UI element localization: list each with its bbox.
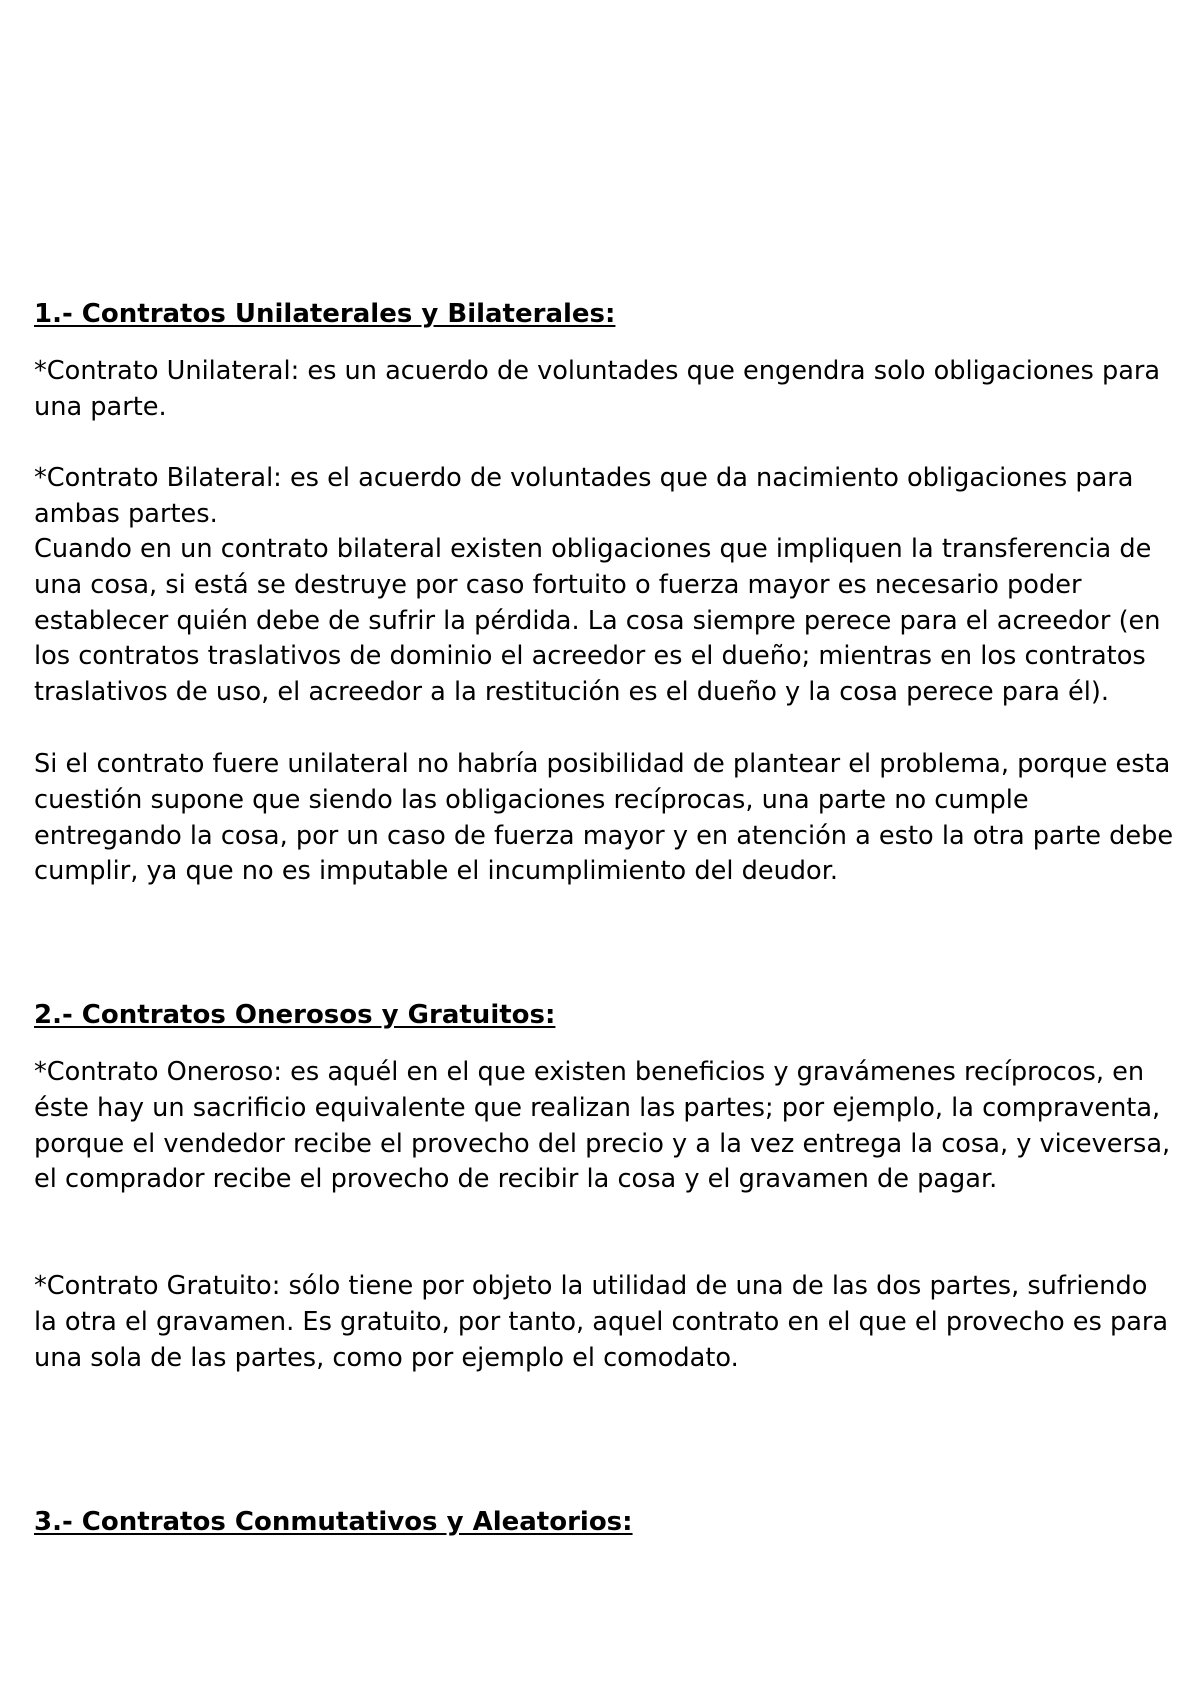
paragraph-contrato-unilateral: *Contrato Unilateral: es un acuerdo de voluntades que engendra solo obligaciones para una parte. [34, 356, 1161, 422]
paragraph-contrato-bilateral: *Contrato Bilateral: es el acuerdo de voluntades que da nacimiento obligaciones para ambas partes. [34, 463, 1134, 529]
paragraph-contrato-gratuito: *Contrato Gratuito: sólo tiene por objeto la utilidad de una de las dos partes, sufriendo la otra el gravamen. Es gratuito, por tanto, aquel contrato en el que el provecho es para una sola de las partes, como por ejemplo el comodato. [34, 1271, 1169, 1373]
section-heading-unilaterales-bilaterales: 1.- Contratos Unilaterales y Bilaterales: [34, 299, 616, 329]
paragraph-contrato-oneroso: *Contrato Oneroso: es aquél en el que existen beneficios y gravámenes recíprocos, en éste hay un sacrificio equivalente que realizan las partes; por ejemplo, la compraventa, porque el vendedor recibe el provecho del precio y a la vez entrega la cosa, y viceversa, el comprador recibe el provecho de recibir la cosa y el gravamen de pagar. [34, 1057, 1171, 1195]
paragraph-perdida-cosa: Cuando en un contrato bilateral existen obligaciones que impliquen la transferencia de una cosa, si está se destruye por caso fortuito o fuerza mayor es necesario poder establecer quién debe de sufrir la pérdida. La cosa siempre perece para el acreedor (en los contratos traslativos de dominio el acreedor es el dueño; mientras en los contratos traslativos de uso, el acreedor a la restitución es el dueño y la cosa perece para él). [34, 534, 1161, 708]
section-heading-onerosos-gratuitos: 2.- Contratos Onerosos y Gratuitos: [34, 1000, 556, 1030]
paragraph-contrato-unilateral-problema: Si el contrato fuere unilateral no habría posibilidad de plantear el problema, porque esta cuestión supone que siendo las obligaciones recíprocas, una parte no cumple entregando la cosa, por un caso de fuerza mayor y en atención a esto la otra parte debe cumplir, ya que no es imputable el incumplimiento del deudor. [34, 749, 1174, 887]
section-heading-conmutativos-aleatorios: 3.- Contratos Conmutativos y Aleatorios: [34, 1507, 633, 1537]
